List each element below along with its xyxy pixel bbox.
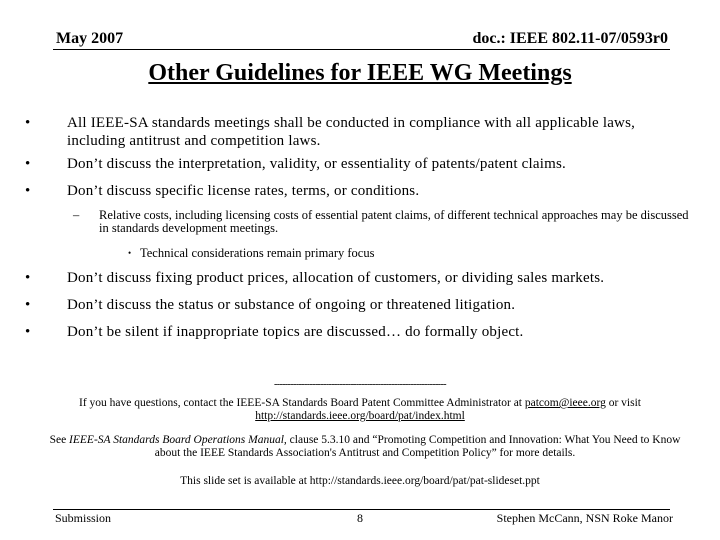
contact-email-link[interactable]: patcom@ieee.org	[524, 397, 606, 409]
see-rest: clause 5.3.10 and “Promoting Competition and Innovation: What You Need to Know about the IEEE Standards Association's Antitrust and Competition Policy” for more details.	[154, 434, 681, 459]
bullet-prices	[25, 269, 685, 287]
see-note	[40, 434, 690, 460]
contact-prefix: If you have questions, contact the IEEE-SA Standards Board Patent Committee Administrator at	[79, 397, 522, 409]
bullet-license-text: Don’t discuss specific license rates, terms, or conditions.	[67, 183, 420, 199]
bullet-laws	[25, 114, 685, 150]
contact-or: or visit	[608, 397, 641, 409]
dash-marker: –	[73, 208, 80, 222]
bullet-object	[25, 323, 685, 341]
sub-sub-bullet-technical	[128, 247, 628, 261]
bullet-object-text: Don’t be silent if inappropriate topics are discussed… do formally object.	[67, 324, 524, 340]
bullet-litigation	[25, 296, 685, 314]
header-rule	[53, 49, 670, 50]
bullet-license	[25, 182, 685, 200]
contact-url-link[interactable]: http://standards.ieee.org/board/pat/index.html	[255, 410, 465, 422]
footer-page-number: 8	[357, 511, 363, 525]
bullet-marker: •	[25, 115, 31, 131]
slide-title: Other Guidelines for IEEE WG Meetings	[148, 60, 572, 86]
bullet-marker: •	[25, 183, 31, 199]
header-doc-id: doc.: IEEE 802.11-07/0593r0	[472, 30, 668, 47]
bullet-marker: •	[25, 297, 31, 313]
bullet-marker: •	[25, 270, 31, 286]
bullet-patents-text: Don’t discuss the interpretation, validity, or essentiality of patents/patent claims.	[67, 156, 566, 172]
bullet-marker: •	[25, 156, 31, 172]
footer-submission: Submission	[55, 511, 112, 525]
bullet-laws-text: All IEEE-SA standards meetings shall be conducted in compliance with all applicable laws, including antitrust and competition laws.	[67, 115, 636, 149]
bullet-patents	[25, 155, 685, 173]
bullet-litigation-text: Don’t discuss the status or substance of ongoing or threatened litigation.	[67, 297, 516, 313]
slideset-note: This slide set is available at http://standards.ieee.org/board/pat/pat-slideset.ppt	[180, 475, 540, 487]
bullet-marker: •	[25, 324, 31, 340]
footer-rule	[53, 509, 670, 510]
sub-bullet-costs	[73, 209, 693, 235]
see-manual: IEEE-SA Standards Board Operations Manual,	[69, 434, 287, 446]
bullet-prices-text: Don’t discuss fixing product prices, allocation of customers, or dividing sales markets.	[67, 270, 605, 286]
header-date: May 2007	[56, 30, 124, 47]
see-prefix: See	[49, 434, 67, 446]
bullet-marker: •	[128, 248, 132, 258]
contact-note	[40, 397, 680, 423]
footer-author: Stephen McCann, NSN Roke Manor	[496, 511, 673, 525]
sub-bullet-costs-text: Relative costs, including licensing costs of essential patent claims, of different technical approaches may be discussed in standards development meetings.	[99, 208, 689, 235]
separator-line: ---------------------------------------------------------------	[274, 380, 446, 390]
sub-sub-bullet-technical-text: Technical considerations remain primary focus	[140, 246, 375, 260]
